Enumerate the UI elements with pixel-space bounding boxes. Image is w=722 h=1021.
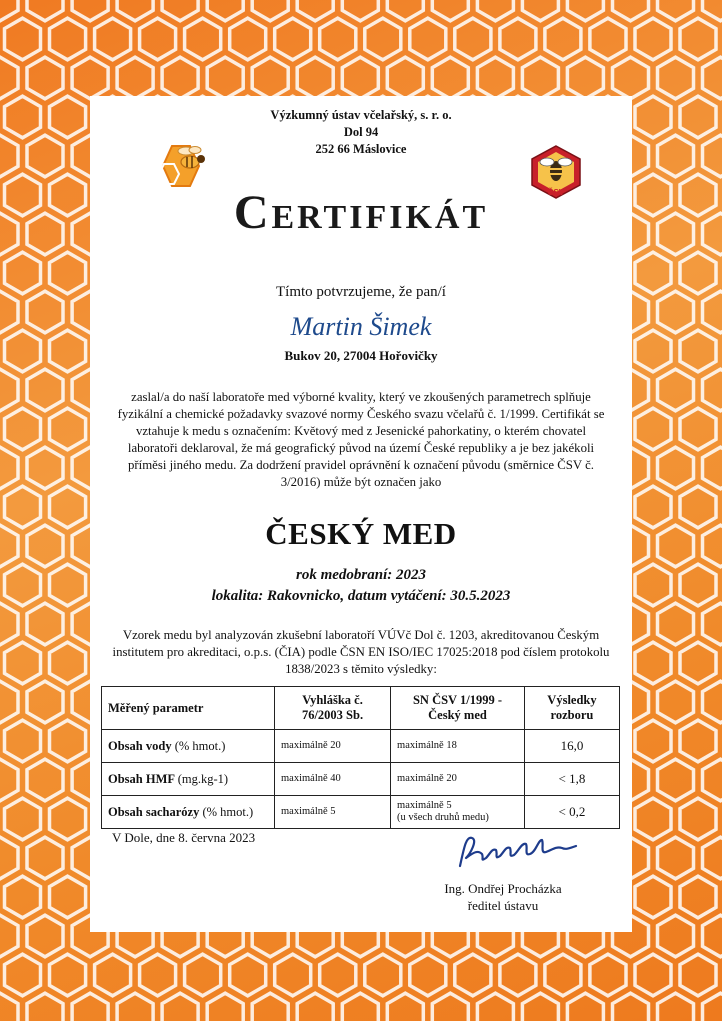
norm-value: maximálně 20 (397, 773, 457, 784)
param-unit: (mg.kg-1) (177, 771, 229, 786)
header-norm: SN ČSV 1/1999 - Český med (391, 687, 525, 730)
result-cell: 16,0 (524, 730, 619, 763)
param-cell (102, 730, 275, 763)
signature-icon (452, 828, 582, 873)
norm-note: (u všech druhů medu) (397, 812, 489, 823)
table-header-row (102, 687, 620, 730)
harvest-year: rok medobraní: 2023 (295, 567, 426, 583)
results-table (101, 686, 620, 829)
result-cell: < 0,2 (524, 796, 619, 829)
table-row (102, 763, 620, 796)
issuer-name: Výzkumný ústav včelařský, s. r. o. (270, 108, 452, 122)
norm-cell (391, 796, 525, 829)
param-cell (102, 796, 275, 829)
signer-role: ředitel ústavu (467, 898, 539, 913)
decree-cell: maximálně 5 (275, 796, 391, 829)
holder-address: Bukov 20, 27004 Hořovičky (284, 348, 438, 363)
norm-value: maximálně 18 (397, 740, 457, 751)
table-row (102, 730, 620, 763)
param-unit: (% hmot.) (174, 738, 226, 753)
harvest-location: lokalita: Rakovnicko, datum vytáčení: 30.5.2023 (211, 588, 511, 604)
param-unit: (% hmot.) (202, 804, 254, 819)
param-name: Obsah sacharózy (108, 804, 200, 819)
holder-name: Martin Šimek (290, 312, 432, 341)
header-decree: Vyhláška č. 76/2003 Sb. (275, 687, 391, 730)
csv-logo-label: ČSV (547, 188, 565, 197)
result-cell: < 1,8 (524, 763, 619, 796)
norm-value: maximálně 5 (397, 800, 452, 811)
issuer-block (0, 107, 722, 158)
norm-cell (391, 763, 525, 796)
issuer-street: Dol 94 (343, 125, 379, 139)
decree-cell: maximálně 40 (275, 763, 391, 796)
param-name: Obsah HMF (108, 771, 175, 786)
decree-cell: maximálně 20 (275, 730, 391, 763)
norm-cell (391, 730, 525, 763)
table-row (102, 796, 620, 829)
param-name: Obsah vody (108, 738, 172, 753)
honey-label: ČESKÝ MED (265, 516, 457, 551)
body-paragraph: zaslal/a do naší laboratoře med výborné kvality, který ve zkoušených parametrech splňuje fyzikální a chemické požadavky svazové normy Českého svazu včelařů č. 1/1999. Certifikát se vztahuje k medu s označením: Květový med z Jesenické pahorkatiny, o kterém chovatel laboratoři deklaroval, že má geografický původ na území České republiky a je bez jakékoli příměsi jiného medu. Za dodržení pravidel oprávnění k označení původu (směrnice ČSV č. 3/2016) může být označen jako (117, 390, 605, 489)
header-parameter: Měřený parametr (102, 687, 275, 730)
place-date: V Dole, dne 8. června 2023 (112, 830, 256, 845)
header-results: Výsledky rozboru (524, 687, 619, 730)
certificate-title: Certifikát (233, 186, 489, 239)
issuer-city: 252 66 Máslovice (315, 142, 407, 156)
param-cell (102, 763, 275, 796)
analysis-paragraph: Vzorek medu byl analyzován zkušební laboratoří VÚVč Dol č. 1203, akreditovanou Českým institutem pro akreditaci, o.p.s. (ČIA) podle ČSN EN ISO/IEC 17025:2018 pod číslem protokolu 1838/2023 s těmito výsledky: (112, 628, 610, 676)
signer-name: Ing. Ondřej Procházka (444, 881, 562, 896)
confirm-text: Tímto potvrzujeme, že pan/í (276, 284, 446, 300)
signer-block (428, 880, 578, 914)
